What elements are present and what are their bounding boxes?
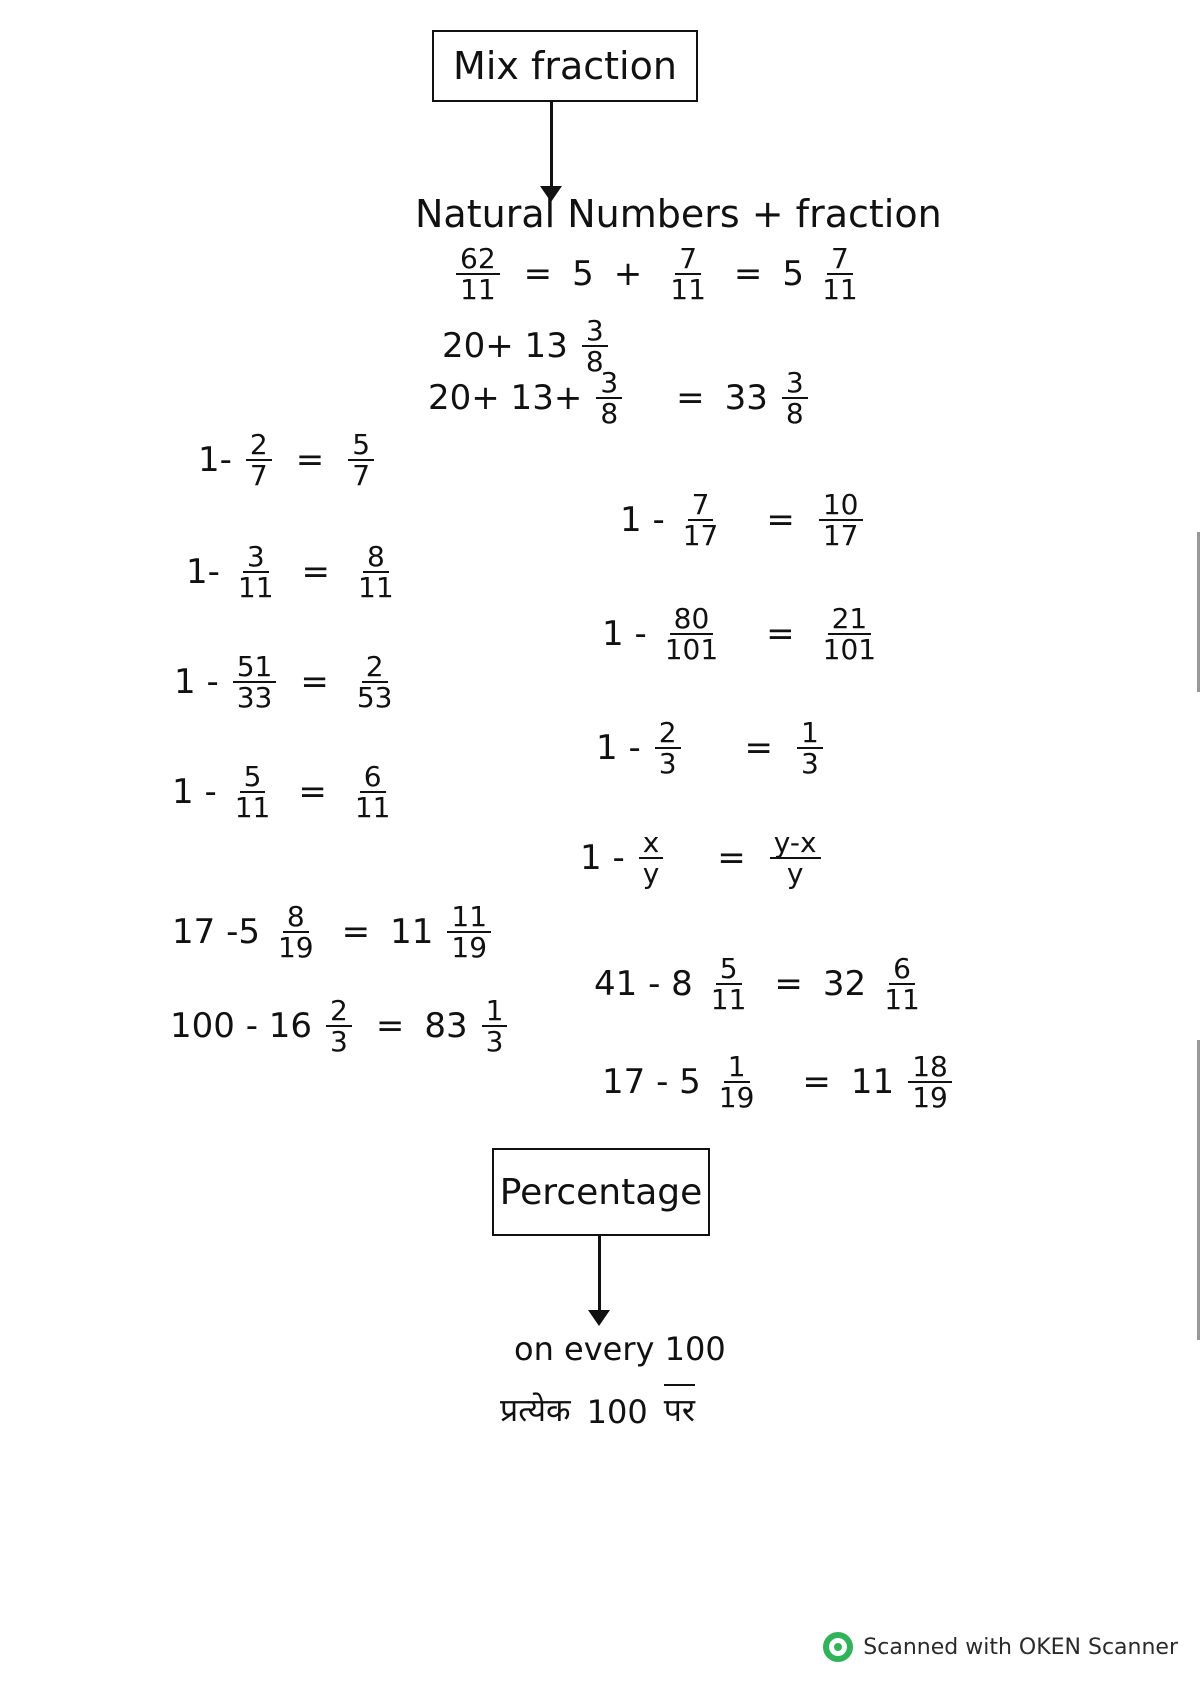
equals-sign: =	[523, 254, 553, 295]
lhs: 1 -	[602, 614, 647, 655]
denominator: 3	[658, 747, 677, 781]
hindi-number: 100	[586, 1393, 648, 1431]
lhs: 1 -	[580, 838, 625, 879]
numerator: 8	[283, 902, 309, 933]
fraction	[782, 368, 808, 429]
scanner-watermark-text: Scanned with OKEN Scanner	[863, 1634, 1178, 1660]
numerator: 18	[908, 1052, 952, 1083]
fraction	[447, 902, 491, 963]
denominator: 3	[801, 747, 819, 781]
numerator: 6	[889, 954, 915, 985]
numerator: 2	[655, 718, 681, 749]
lhs: 1 -	[620, 500, 665, 541]
numerator: 3	[243, 542, 269, 573]
lhs: 1-	[186, 552, 220, 593]
fraction	[661, 604, 722, 665]
denominator: 11	[237, 571, 274, 605]
equals-sign: =	[744, 728, 774, 769]
numerator: 11	[447, 902, 491, 933]
fraction	[797, 718, 823, 779]
denominator: 11	[358, 571, 394, 605]
percentage-label: Percentage	[499, 1171, 703, 1213]
denominator: 33	[236, 681, 273, 715]
fraction	[456, 244, 500, 305]
denominator: 101	[664, 633, 719, 667]
denominator: 19	[277, 931, 314, 965]
denominator: 19	[718, 1081, 755, 1115]
denominator: 19	[912, 1081, 948, 1115]
numerator: 10	[819, 490, 863, 521]
equals-sign: =	[295, 440, 325, 481]
denominator: 7	[249, 459, 268, 493]
numerator: 1	[724, 1052, 750, 1083]
fraction	[596, 368, 622, 429]
fraction	[348, 430, 374, 491]
numerator: 2	[362, 652, 388, 683]
fraction	[482, 996, 508, 1057]
denominator: 11	[884, 983, 920, 1017]
equals-sign: =	[298, 772, 327, 813]
arrowhead-icon	[588, 1310, 610, 1326]
numerator: 5	[716, 954, 742, 985]
denominator: 101	[822, 633, 877, 667]
minuend-expression: 17 - 5	[602, 1062, 701, 1103]
percentage-line-english: on every 100	[514, 1330, 726, 1368]
equals-sign: =	[676, 378, 705, 419]
arrow-down-icon	[550, 100, 553, 190]
fraction	[715, 1052, 759, 1113]
denominator: 7	[352, 459, 371, 493]
example-20-plus-13-expanded	[428, 368, 812, 429]
fraction	[770, 828, 821, 889]
mixed-whole: 5	[782, 254, 805, 295]
equals-sign: =	[717, 838, 746, 879]
numerator: 8	[363, 542, 389, 573]
right-problem-2	[602, 604, 884, 665]
whole-number: 11	[850, 1062, 895, 1103]
numerator: x	[639, 828, 664, 859]
example-62-over-11	[452, 244, 866, 305]
denominator: 19	[451, 931, 488, 965]
fraction	[233, 652, 277, 713]
numerator: 3	[782, 368, 808, 399]
right-problem-4	[580, 828, 825, 889]
whole-number: 5	[572, 254, 594, 295]
fraction	[274, 902, 318, 963]
numerator: 1	[482, 996, 508, 1027]
fraction	[353, 652, 397, 713]
denominator: 8	[785, 397, 804, 431]
minuend-expression: 41 - 8	[594, 964, 693, 1005]
mix-fraction-label: Mix fraction	[453, 44, 677, 88]
fraction	[354, 542, 398, 603]
mixed-subtraction-left-2	[170, 996, 511, 1057]
lhs: 1 -	[172, 772, 217, 813]
expression-prefix: 20+ 13+	[428, 378, 583, 419]
denominator: y	[786, 857, 804, 891]
left-problem-3	[174, 652, 401, 713]
equals-sign: =	[341, 912, 371, 953]
denominator: 8	[600, 397, 619, 431]
numerator: 1	[797, 718, 823, 749]
mixed-subtraction-right-2	[602, 1052, 956, 1113]
fraction	[351, 762, 395, 823]
fraction	[246, 430, 272, 491]
denominator: 8	[585, 345, 604, 379]
numerator: 7	[675, 244, 701, 275]
left-problem-1	[198, 430, 378, 491]
fraction	[819, 490, 863, 551]
numerator: y-x	[770, 828, 821, 859]
denominator: 17	[822, 519, 859, 553]
denominator: 11	[710, 983, 747, 1017]
fraction	[231, 762, 275, 823]
fraction	[234, 542, 278, 603]
hindi-word-pratyek: प्रत्येक	[500, 1391, 571, 1429]
numerator: 80	[670, 604, 714, 635]
oken-scanner-logo-icon	[823, 1632, 853, 1662]
numerator: 7	[827, 244, 853, 275]
denominator: 11	[460, 273, 496, 307]
numerator: 2	[326, 996, 352, 1027]
natural-numbers-fraction-title: Natural Numbers + fraction	[415, 192, 942, 236]
fraction	[908, 1052, 952, 1113]
whole-number: 32	[822, 964, 867, 1005]
whole-number: 83	[424, 1006, 468, 1047]
fraction	[679, 490, 723, 551]
numerator: 2	[246, 430, 272, 461]
numerator: 6	[360, 762, 386, 793]
numerator: 5	[240, 762, 266, 793]
left-problem-4	[172, 762, 399, 823]
numerator: 62	[456, 244, 500, 275]
denominator: 11	[822, 273, 858, 307]
equals-sign: =	[774, 964, 803, 1005]
equals-sign: =	[300, 662, 329, 703]
lhs: 1 -	[596, 728, 641, 769]
logo-dot	[834, 1643, 842, 1651]
fraction	[880, 954, 924, 1015]
minuend-expression: 100 - 16	[170, 1006, 313, 1047]
lhs: 1-	[198, 440, 232, 481]
equals-sign: =	[802, 1062, 831, 1103]
mix-fraction-heading	[432, 30, 698, 102]
denominator: 11	[354, 791, 391, 825]
equals-sign: =	[733, 254, 763, 295]
numerator: 5	[348, 430, 374, 461]
numerator: 7	[688, 490, 714, 521]
percentage-line-hindi	[500, 1384, 695, 1431]
hindi-word-par: पर	[664, 1384, 695, 1431]
numerator: 21	[828, 604, 872, 635]
minuend-expression: 17 -5	[172, 912, 260, 953]
denominator: 11	[234, 791, 271, 825]
plus-sign: +	[613, 254, 643, 295]
numerator: 3	[582, 316, 608, 347]
fraction	[655, 718, 681, 779]
lhs: 1 -	[174, 662, 219, 703]
percentage-heading	[492, 1148, 710, 1236]
equals-sign: =	[766, 614, 795, 655]
whole-number: 33	[724, 378, 768, 419]
numerator: 3	[596, 368, 622, 399]
scanner-watermark	[823, 1632, 1178, 1662]
fraction	[707, 954, 751, 1015]
denominator: 3	[485, 1025, 504, 1059]
equals-sign: =	[301, 552, 331, 593]
fraction	[639, 828, 664, 889]
numerator: 51	[233, 652, 277, 683]
equals-sign: =	[766, 500, 795, 541]
denominator: 53	[356, 681, 393, 715]
whole-number: 11	[390, 912, 434, 953]
denominator: 3	[330, 1025, 348, 1059]
mixed-subtraction-right-1	[594, 954, 928, 1015]
fraction	[326, 996, 352, 1057]
fraction	[819, 604, 880, 665]
expression-prefix: 20+ 13	[442, 326, 568, 367]
fraction	[666, 244, 710, 305]
mixed-subtraction-left-1	[172, 902, 495, 963]
right-problem-1	[620, 490, 867, 551]
fraction	[818, 244, 862, 305]
arrow-down-icon	[598, 1234, 601, 1314]
denominator: y	[642, 857, 660, 891]
denominator: 17	[682, 519, 719, 553]
equals-sign: =	[375, 1006, 405, 1047]
left-problem-2	[186, 542, 402, 603]
right-problem-3	[596, 718, 827, 779]
denominator: 11	[670, 273, 706, 307]
